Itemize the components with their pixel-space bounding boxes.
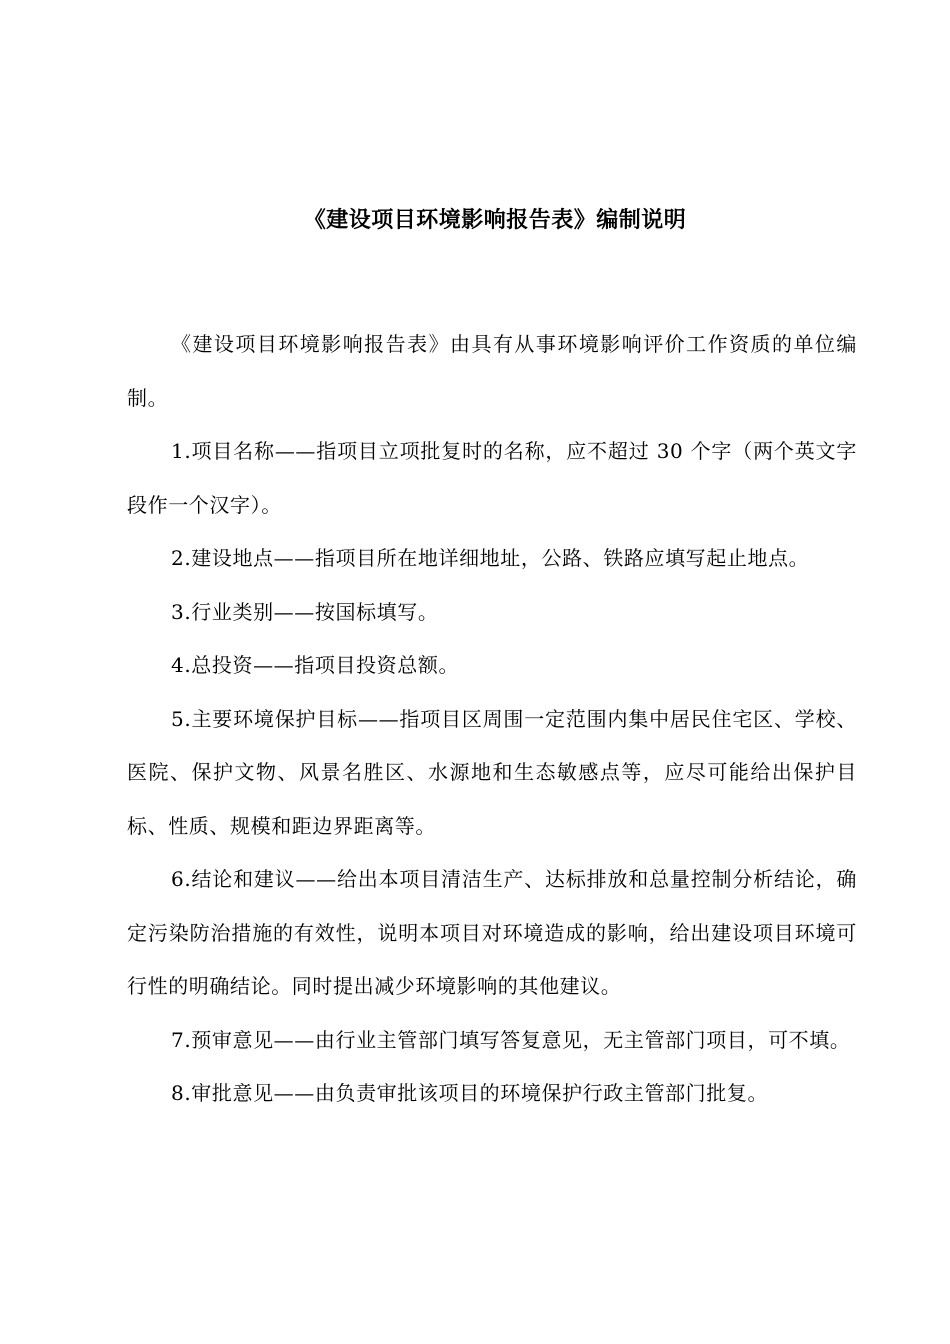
item-pre-review: 7.预审意见——由行业主管部门填写答复意见，无主管部门项目，可不填。 (171, 1027, 851, 1052)
item-construction-site: 2.建设地点——指项目所在地详细地址，公路、铁路应填写起止地点。 (171, 546, 810, 570)
item-protection-targets: 5.主要环境保护目标——指项目区周围一定范围内集中居民住宅区、学校、医院、保护文物、风景名胜区、水源地和生态敏感点等，应尽可能给出保护目标、性质、规模和距边界距离等。 (127, 706, 857, 838)
item-project-name: 1.项目名称——指项目立项批复时的名称，应不超过 30 个字（两个英文字段作一个汉字）。 (127, 439, 857, 517)
intro-paragraph: 《建设项目环境影响报告表》由具有从事环境影响评价工作资质的单位编制。 (127, 332, 857, 410)
item-conclusions: 6.结论和建议——给出本项目清洁生产、达标排放和总量控制分析结论，确定污染防治措施的有效性，说明本项目对环境造成的影响，给出建设项目环境可行性的明确结论。同时提出减少环境影响的其他建议。 (127, 867, 857, 998)
item-industry-category: 3.行业类别——按国标填写。 (171, 599, 439, 624)
document-body (127, 318, 857, 1121)
item-total-investment: 4.总投资——指项目投资总额。 (171, 653, 460, 677)
document-title: 《建设项目环境影响报告表》编制说明 (303, 208, 687, 233)
item-approval: 8.审批意见——由负责审批该项目的环境保护行政主管部门批复。 (171, 1081, 769, 1105)
